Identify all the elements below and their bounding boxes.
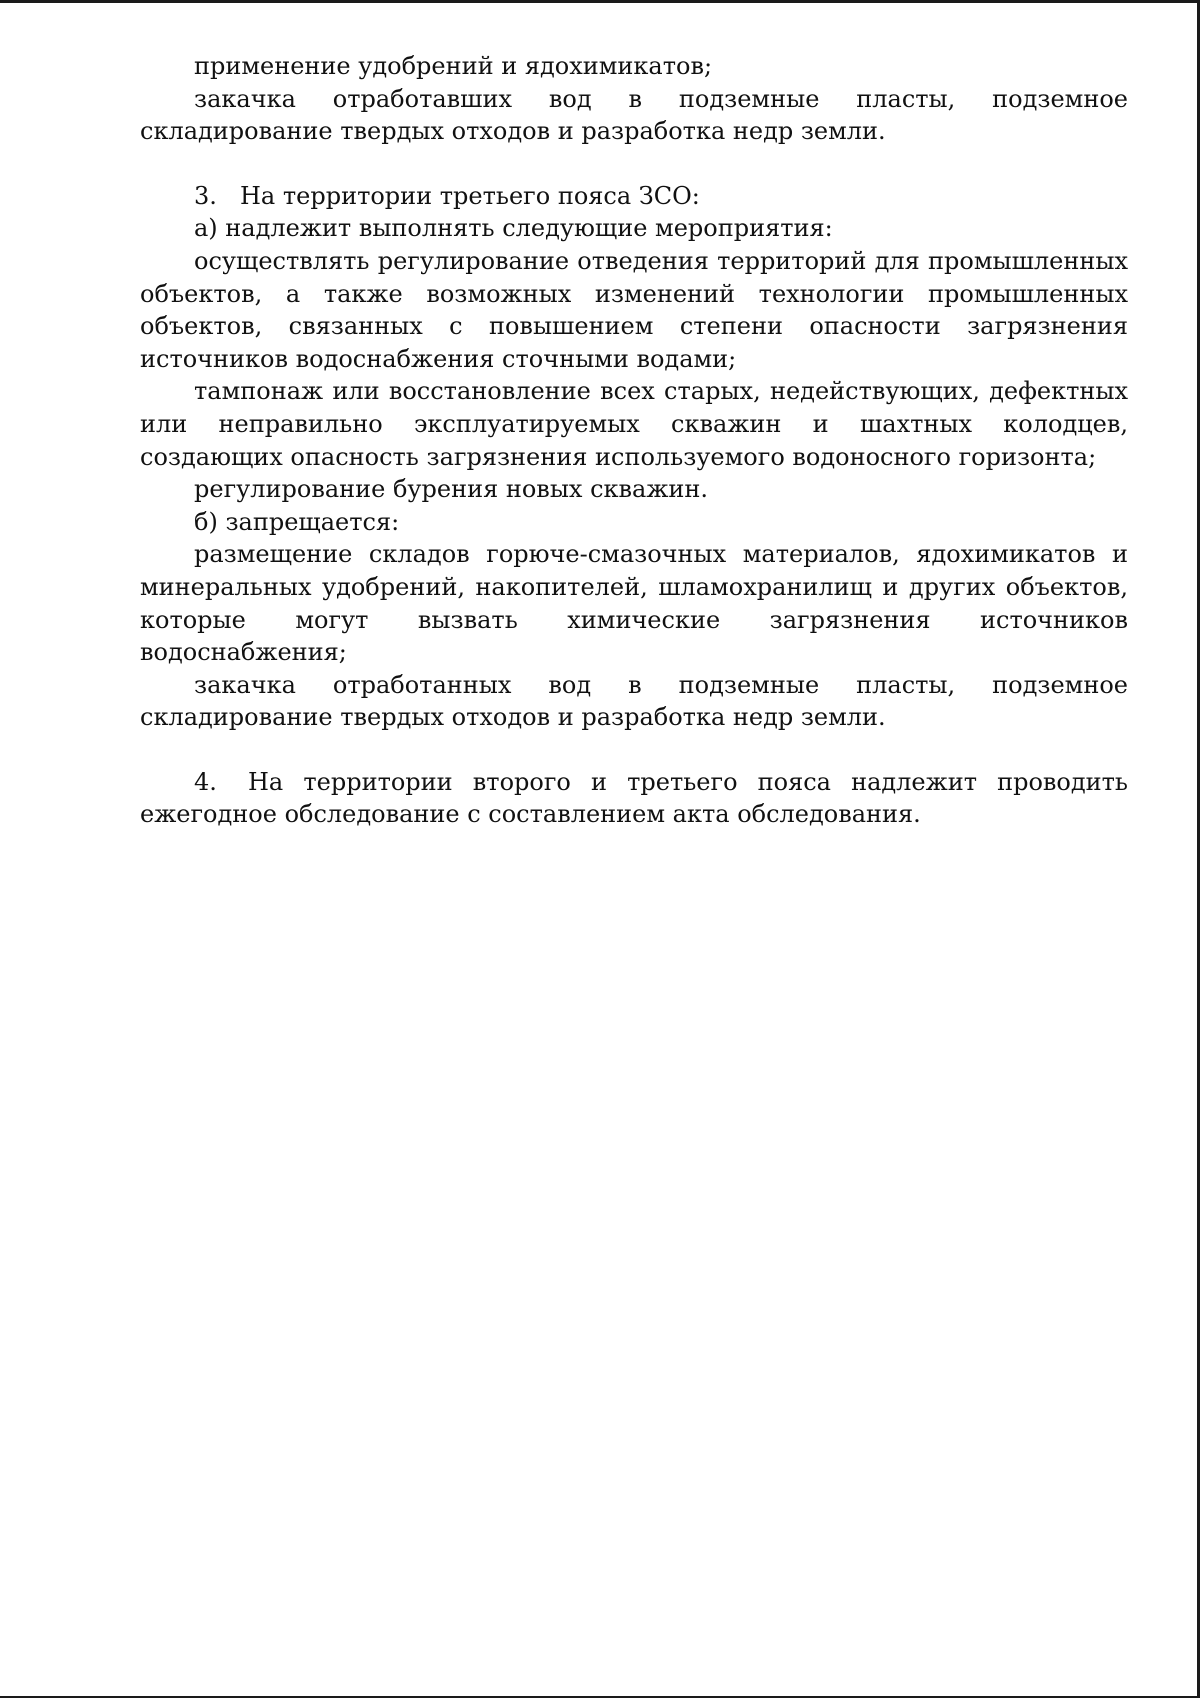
list-item-wastewater-injection: закачка отработавших вод в подземные пласты, подземное складирование твердых отходов и разработка недр земли. <box>140 84 1128 146</box>
section-4-number: 4. <box>194 767 217 796</box>
section-4-paragraph <box>140 766 1128 831</box>
document-body <box>140 50 1128 831</box>
list-item-injection-ban: закачка отработанных вод в подземные пласты, подземное складирование твердых отходов и разработка недр земли. <box>140 670 1128 732</box>
list-item-drilling-regulation: регулирование бурения новых скважин. <box>194 475 709 504</box>
paragraph-gap <box>140 734 1128 766</box>
section-3-subsection-a: а) надлежит выполнять следующие мероприятия: <box>194 214 833 243</box>
list-item-fertilizers: применение удобрений и ядохимикатов; <box>194 52 713 80</box>
paragraph-gap <box>140 148 1128 180</box>
section-3-title: На территории третьего пояса ЗСО: <box>240 181 700 210</box>
section-3-heading <box>140 180 1128 213</box>
list-item-well-plugging: тампонаж или восстановление всех старых, недействующих, дефектных или неправильно эксплуатируемых скважин и шахтных колодцев, создающих опасность загрязнения используемого водоносного горизонта; <box>140 377 1128 471</box>
section-3-number: 3. <box>194 181 217 210</box>
list-item-land-regulation: осуществлять регулирование отведения территорий для промышленных объектов, а также возможных изменений технологии промышленных объектов, связанных с повышением степени опасности загрязнения источников водоснабжения сточными водами; <box>140 246 1128 373</box>
list-item-storage-ban: размещение складов горюче-смазочных материалов, ядохимикатов и минеральных удобрений, накопителей, шламохранилищ и других объектов, которые могут вызвать химические загрязнения источников водоснабжения; <box>140 540 1128 667</box>
section-3-subsection-b: б) запрещается: <box>194 507 400 536</box>
section-4-text: На территории второго и третьего пояса надлежит проводить ежегодное обследование с составлением акта обследования. <box>140 767 1128 829</box>
